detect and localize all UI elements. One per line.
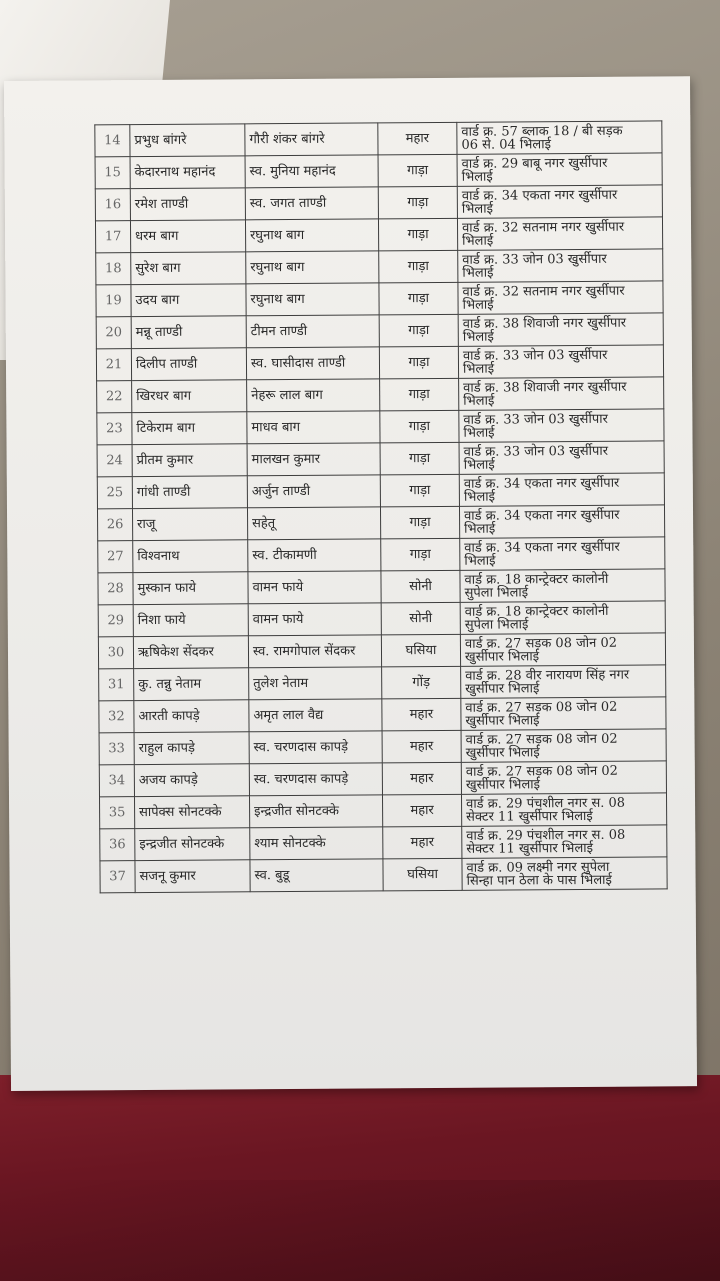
table-row xyxy=(96,313,663,349)
caste-cell: गाड़ा xyxy=(380,474,459,507)
address-line: भिलाई xyxy=(463,393,495,409)
name-cell: गांधी ताण्डी xyxy=(132,476,247,509)
address-cell xyxy=(460,569,665,602)
table-row xyxy=(95,185,662,221)
address-line: वार्ड क्र. 33 जोन 03 खुर्सीपार xyxy=(463,411,608,428)
caste-cell: महार xyxy=(382,730,461,763)
address-cell xyxy=(457,217,662,250)
address-cell xyxy=(461,697,666,730)
address-cell xyxy=(461,665,666,698)
address-line: वार्ड क्र. 38 शिवाजी नगर खुर्सीपार xyxy=(462,315,627,332)
records-table xyxy=(94,120,667,893)
records-table-body xyxy=(95,121,667,893)
address-line: सुपेला भिलाई xyxy=(464,584,529,601)
name-cell: धरम बाग xyxy=(130,220,245,253)
address-line: वार्ड क्र. 27 सड़क 08 जोन 02 xyxy=(465,763,618,780)
address-cell xyxy=(461,761,666,794)
address-line: सिन्हा पान ठेला के पास भिलाई xyxy=(466,872,612,889)
name-cell: आरती कापड़े xyxy=(134,700,249,733)
caste-cell: महार xyxy=(383,826,462,859)
serial-number-cell: 24 xyxy=(97,445,132,477)
address-line: वार्ड क्र. 27 सड़क 08 जोन 02 xyxy=(465,699,618,716)
serial-number-cell: 14 xyxy=(95,125,130,157)
caste-cell: गाड़ा xyxy=(379,314,458,347)
address-line: वार्ड क्र. 27 सड़क 08 जोन 02 xyxy=(465,731,618,748)
document-page xyxy=(4,76,697,1091)
caste-cell: महार xyxy=(382,698,461,731)
serial-number-cell: 18 xyxy=(96,253,131,285)
address-line: वार्ड क्र. 32 सतनाम नगर खुर्सीपार xyxy=(462,283,625,300)
father-name-cell: सहेतू xyxy=(247,507,380,540)
serial-number-cell: 27 xyxy=(98,541,133,573)
address-cell xyxy=(458,249,663,282)
caste-cell: गाड़ा xyxy=(380,378,459,411)
name-cell: कु. तन्नु नेताम xyxy=(134,668,249,701)
address-line: भिलाई xyxy=(463,457,495,473)
father-name-cell: वामन फाये xyxy=(248,571,381,604)
address-line: वार्ड क्र. 38 शिवाजी नगर खुर्सीपार xyxy=(463,379,627,396)
address-line: वार्ड क्र. 33 जोन 03 खुर्सीपार xyxy=(463,443,609,460)
address-cell xyxy=(462,825,667,858)
table-row xyxy=(99,697,666,733)
table-row xyxy=(98,569,665,605)
serial-number-cell: 20 xyxy=(96,317,131,349)
father-name-cell: गौरी शंकर बांगरे xyxy=(245,123,378,156)
address-line: भिलाई xyxy=(464,553,496,569)
table-row xyxy=(96,249,663,285)
address-line: भिलाई xyxy=(461,169,493,185)
address-line: वार्ड क्र. 29 पंचशील नगर स. 08 xyxy=(466,827,626,844)
serial-number-cell: 25 xyxy=(97,477,132,509)
address-cell xyxy=(461,793,666,826)
address-cell xyxy=(459,473,664,506)
address-line: भिलाई xyxy=(464,521,496,537)
name-cell: सापेक्स सोनटक्के xyxy=(134,796,249,829)
table-row xyxy=(95,217,662,253)
table-row xyxy=(95,121,662,157)
father-name-cell: टीमन ताण्डी xyxy=(246,315,379,348)
table-row xyxy=(97,441,664,477)
serial-number-cell: 36 xyxy=(100,829,135,861)
caste-cell: गाड़ा xyxy=(379,250,458,283)
address-line: वार्ड क्र. 18 कान्ट्रेक्टर कालोनी xyxy=(464,571,609,588)
address-line: वार्ड क्र. 33 जोन 03 खुर्सीपार xyxy=(462,251,607,268)
name-cell: रमेश ताण्डी xyxy=(130,188,245,221)
address-cell xyxy=(459,441,664,474)
father-name-cell: स्व. रामगोपाल सेंदकर xyxy=(248,635,381,668)
name-cell: प्रभुध बांगरे xyxy=(130,124,245,157)
name-cell: निशा फाये xyxy=(133,604,248,637)
caste-cell: गाड़ा xyxy=(381,538,460,571)
table-row xyxy=(100,825,667,861)
name-cell: अजय कापड़े xyxy=(134,764,249,797)
father-name-cell: वामन फाये xyxy=(248,603,381,636)
address-line: खुर्सीपार भिलाई xyxy=(465,680,540,697)
name-cell: दिलीप ताण्डी xyxy=(131,348,246,381)
serial-number-cell: 26 xyxy=(97,509,132,541)
father-name-cell: स्व. चरणदास कापड़े xyxy=(249,731,382,764)
address-line: वार्ड क्र. 32 सतनाम नगर खुर्सीपार xyxy=(461,219,625,236)
father-name-cell: नेहरू लाल बाग xyxy=(247,379,380,412)
serial-number-cell: 32 xyxy=(99,701,134,733)
address-cell xyxy=(459,409,664,442)
serial-number-cell: 21 xyxy=(96,349,131,381)
address-line: भिलाई xyxy=(463,425,495,441)
table-row xyxy=(98,601,665,637)
serial-number-cell: 22 xyxy=(97,381,132,413)
address-line: सेक्टर 11 खुर्सीपार भिलाई xyxy=(466,840,594,857)
address-cell xyxy=(459,505,664,538)
table-row xyxy=(99,793,666,829)
serial-number-cell: 29 xyxy=(98,605,133,637)
caste-cell: महार xyxy=(382,794,461,827)
address-line: वार्ड क्र. 28 वीर नारायण सिंह नगर xyxy=(465,667,630,684)
father-name-cell: मालखन कुमार xyxy=(247,443,380,476)
address-line: सुपेला भिलाई xyxy=(464,616,529,633)
father-name-cell: स्व. जगत ताण्डी xyxy=(245,187,378,220)
name-cell: सजनू कुमार xyxy=(135,860,250,893)
father-name-cell: अर्जुन ताण्डी xyxy=(247,475,380,508)
table-row xyxy=(96,281,663,317)
table-row xyxy=(98,633,665,669)
caste-cell: सोनी xyxy=(381,570,460,603)
address-line: वार्ड क्र. 27 सड़क 08 जोन 02 xyxy=(464,635,618,652)
serial-number-cell: 15 xyxy=(95,157,130,189)
address-line: वार्ड क्र. 34 एकता नगर खुर्सीपार xyxy=(463,475,620,492)
name-cell: मुस्कान फाये xyxy=(133,572,248,605)
caste-cell: सोनी xyxy=(381,602,460,635)
caste-cell: महार xyxy=(378,122,457,155)
address-cell xyxy=(458,313,663,346)
caste-cell: गाड़ा xyxy=(378,186,457,219)
name-cell: टिकेराम बाग xyxy=(132,412,247,445)
address-cell xyxy=(460,633,665,666)
address-cell xyxy=(458,281,663,314)
address-line: भिलाई xyxy=(462,361,495,377)
father-name-cell: श्याम सोनटक्के xyxy=(250,827,383,860)
address-cell xyxy=(462,857,667,890)
address-line: भिलाई xyxy=(462,265,494,281)
address-line: वार्ड क्र. 29 पंचशील नगर स. 08 xyxy=(466,795,626,812)
serial-number-cell: 31 xyxy=(99,669,134,701)
table-row xyxy=(98,537,665,573)
caste-cell: गाड़ा xyxy=(380,410,459,443)
serial-number-cell: 30 xyxy=(98,637,133,669)
address-line: खुर्सीपार भिलाई xyxy=(465,744,540,761)
address-line: वार्ड क्र. 29 बाबू नगर खुर्सीपार xyxy=(461,155,608,172)
address-line: वार्ड क्र. 57 ब्लाक 18 / बी सड़क xyxy=(461,123,623,140)
table-row xyxy=(97,505,664,541)
table-row xyxy=(97,473,664,509)
address-line: खुर्सीपार भिलाई xyxy=(465,712,540,729)
address-line: भिलाई xyxy=(462,297,494,313)
address-line: वार्ड क्र. 33 जोन 03 खुर्सीपार xyxy=(462,347,608,364)
father-name-cell: स्व. चरणदास कापड़े xyxy=(249,763,382,796)
address-cell xyxy=(461,729,666,762)
caste-cell: घसिया xyxy=(383,858,462,891)
address-line: खुर्सीपार भिलाई xyxy=(464,648,540,665)
address-line: वार्ड क्र. 18 कान्ट्रेक्टर कालोनी xyxy=(464,603,609,620)
serial-number-cell: 16 xyxy=(95,189,130,221)
name-cell: केदारनाथ महानंद xyxy=(130,156,245,189)
address-cell xyxy=(459,377,664,410)
father-name-cell: स्व. मुनिया महानंद xyxy=(245,155,378,188)
table-row xyxy=(95,153,662,189)
address-line: वार्ड क्र. 34 एकता नगर खुर्सीपार xyxy=(463,507,620,524)
address-line: भिलाई xyxy=(463,489,496,505)
name-cell: राहुल कापड़े xyxy=(134,732,249,765)
father-name-cell: स्व. बुडू xyxy=(250,859,383,892)
table-row xyxy=(97,377,664,413)
name-cell: ऋषिकेश सेंदकर xyxy=(133,636,248,669)
address-cell xyxy=(457,185,662,218)
serial-number-cell: 28 xyxy=(98,573,133,605)
caste-cell: गाड़ा xyxy=(380,506,459,539)
caste-cell: गोंड़ xyxy=(382,666,461,699)
serial-number-cell: 35 xyxy=(99,797,134,829)
caste-cell: गाड़ा xyxy=(379,346,458,379)
address-cell xyxy=(457,121,662,154)
caste-cell: महार xyxy=(382,762,461,795)
table-row xyxy=(96,345,663,381)
father-name-cell: तुलेश नेताम xyxy=(249,667,382,700)
address-cell xyxy=(457,153,662,186)
address-line: सेक्टर 11 खुर्सीपार भिलाई xyxy=(466,808,593,825)
name-cell: इन्द्रजीत सोनटक्के xyxy=(135,828,250,861)
serial-number-cell: 19 xyxy=(96,285,131,317)
caste-cell: गाड़ा xyxy=(378,154,457,187)
caste-cell: गाड़ा xyxy=(380,442,459,475)
serial-number-cell: 37 xyxy=(100,861,135,893)
table-row xyxy=(99,729,666,765)
address-line: भिलाई xyxy=(462,233,494,249)
serial-number-cell: 23 xyxy=(97,413,132,445)
table-row xyxy=(100,857,667,893)
father-name-cell: अमृत लाल वैद्य xyxy=(249,699,382,732)
caste-cell: घसिया xyxy=(381,634,460,667)
table-row xyxy=(97,409,664,445)
name-cell: मन्नू ताण्डी xyxy=(131,316,246,349)
father-name-cell: स्व. टीकामणी xyxy=(248,539,381,572)
father-name-cell: रघुनाथ बाग xyxy=(246,251,379,284)
address-line: खुर्सीपार भिलाई xyxy=(465,776,541,793)
address-line: भिलाई xyxy=(462,329,494,345)
name-cell: खिरधर बाग xyxy=(132,380,247,413)
name-cell: प्रीतम कुमार xyxy=(132,444,247,477)
name-cell: सुरेश बाग xyxy=(131,252,246,285)
address-cell xyxy=(460,601,665,634)
name-cell: विश्वनाथ xyxy=(133,540,248,573)
serial-number-cell: 17 xyxy=(95,221,130,253)
serial-number-cell: 34 xyxy=(99,765,134,797)
father-name-cell: इन्द्रजीत सोनटक्के xyxy=(249,795,382,828)
address-line: वार्ड क्र. 34 एकता नगर खुर्सीपार xyxy=(464,539,620,556)
address-line: 06 से. 04 भिलाई xyxy=(461,136,551,153)
table-row xyxy=(99,665,666,701)
address-cell xyxy=(458,345,663,378)
address-line: वार्ड क्र. 09 लक्ष्मी नगर सुपेला xyxy=(466,859,610,876)
address-cell xyxy=(460,537,665,570)
name-cell: राजू xyxy=(132,508,247,541)
father-name-cell: स्व. घासीदास ताण्डी xyxy=(246,347,379,380)
caste-cell: गाड़ा xyxy=(379,282,458,315)
father-name-cell: रघुनाथ बाग xyxy=(246,283,379,316)
address-line: वार्ड क्र. 34 एकता नगर खुर्सीपार xyxy=(461,187,618,204)
cloth-shadow xyxy=(0,1180,720,1281)
serial-number-cell: 33 xyxy=(99,733,134,765)
table-row xyxy=(99,761,666,797)
caste-cell: गाड़ा xyxy=(378,218,457,251)
name-cell: उदय बाग xyxy=(131,284,246,317)
father-name-cell: रघुनाथ बाग xyxy=(245,219,378,252)
address-line: भिलाई xyxy=(461,201,494,217)
father-name-cell: माधव बाग xyxy=(247,411,380,444)
